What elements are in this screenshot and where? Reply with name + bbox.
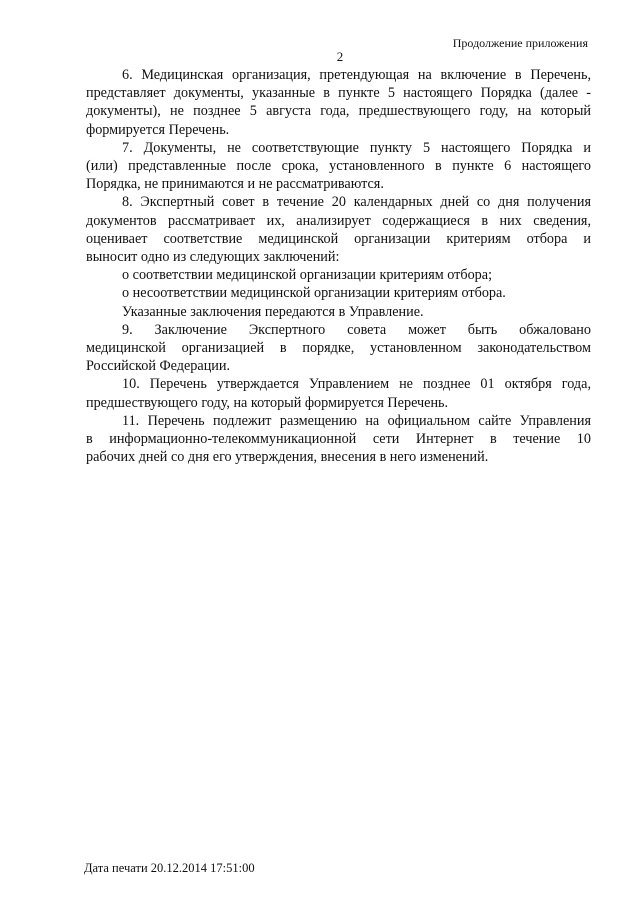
text-line: медицинской организацией в порядке, установленном законодательством: [86, 340, 591, 357]
text-line: документов рассматривает их, анализирует содержащиеся в них сведения,: [86, 212, 591, 229]
paragraph-9: [86, 321, 591, 376]
paragraph-6: [86, 66, 591, 139]
paragraph-11: [86, 412, 591, 467]
text-line: о соответствии медицинской организации критериям отбора;: [122, 267, 493, 284]
text-line: документы), не позднее 5 августа года, предшествующего году, на который: [86, 103, 591, 120]
text-line: представляет документы, указанные в пункте 5 настоящего Порядка (далее -: [86, 85, 591, 102]
text-line: предшествующего году, на который формируется Перечень.: [86, 394, 449, 411]
text-line: (или) представленные после срока, установленного в пункте 6 настоящего: [86, 158, 591, 175]
text-line: 7. Документы, не соответствующие пункту 5 настоящего Порядка и: [122, 139, 591, 156]
text-line: выносит одно из следующих заключений:: [86, 249, 340, 266]
paragraph-7: [86, 139, 591, 194]
text-line: оценивает соответствие медицинской организации критериям отбора и: [86, 230, 591, 247]
text-line: Указанные заключения передаются в Управление.: [122, 303, 424, 320]
text-line: рабочих дней со дня его утверждения, внесения в него изменений.: [86, 449, 489, 466]
conclusions-transfer: [86, 303, 591, 321]
print-date: Дата печати 20.12.2014 17:51:00: [84, 861, 255, 875]
paragraph-10: [86, 375, 591, 411]
text-line: Российской Федерации.: [86, 358, 231, 375]
conclusion-option-noncompliant: [86, 284, 591, 302]
document-body: [86, 66, 591, 466]
page-number: 2: [336, 49, 344, 64]
conclusion-option-compliant: [86, 266, 591, 284]
text-line: о несоответствии медицинской организации критериям отбора.: [122, 285, 506, 302]
text-line: 6. Медицинская организация, претендующая на включение в Перечень,: [122, 67, 591, 83]
text-line: в информационно-телекоммуникационной сети Интернет в течение 10: [86, 431, 591, 448]
text-line: Порядка, не принимаются и не рассматриваются.: [86, 176, 384, 193]
text-line: 11. Перечень подлежит размещению на официальном сайте Управления: [122, 412, 591, 429]
text-line: формируется Перечень.: [86, 121, 230, 138]
text-line: 9. Заключение Экспертного совета может быть обжаловано: [122, 321, 591, 338]
continuation-note: Продолжение приложения: [452, 36, 588, 50]
paragraph-8: [86, 193, 591, 266]
text-line: 10. Перечень утверждается Управлением не позднее 01 октября года,: [122, 376, 591, 393]
text-line: 8. Экспертный совет в течение 20 календарных дней со дня получения: [122, 194, 591, 211]
